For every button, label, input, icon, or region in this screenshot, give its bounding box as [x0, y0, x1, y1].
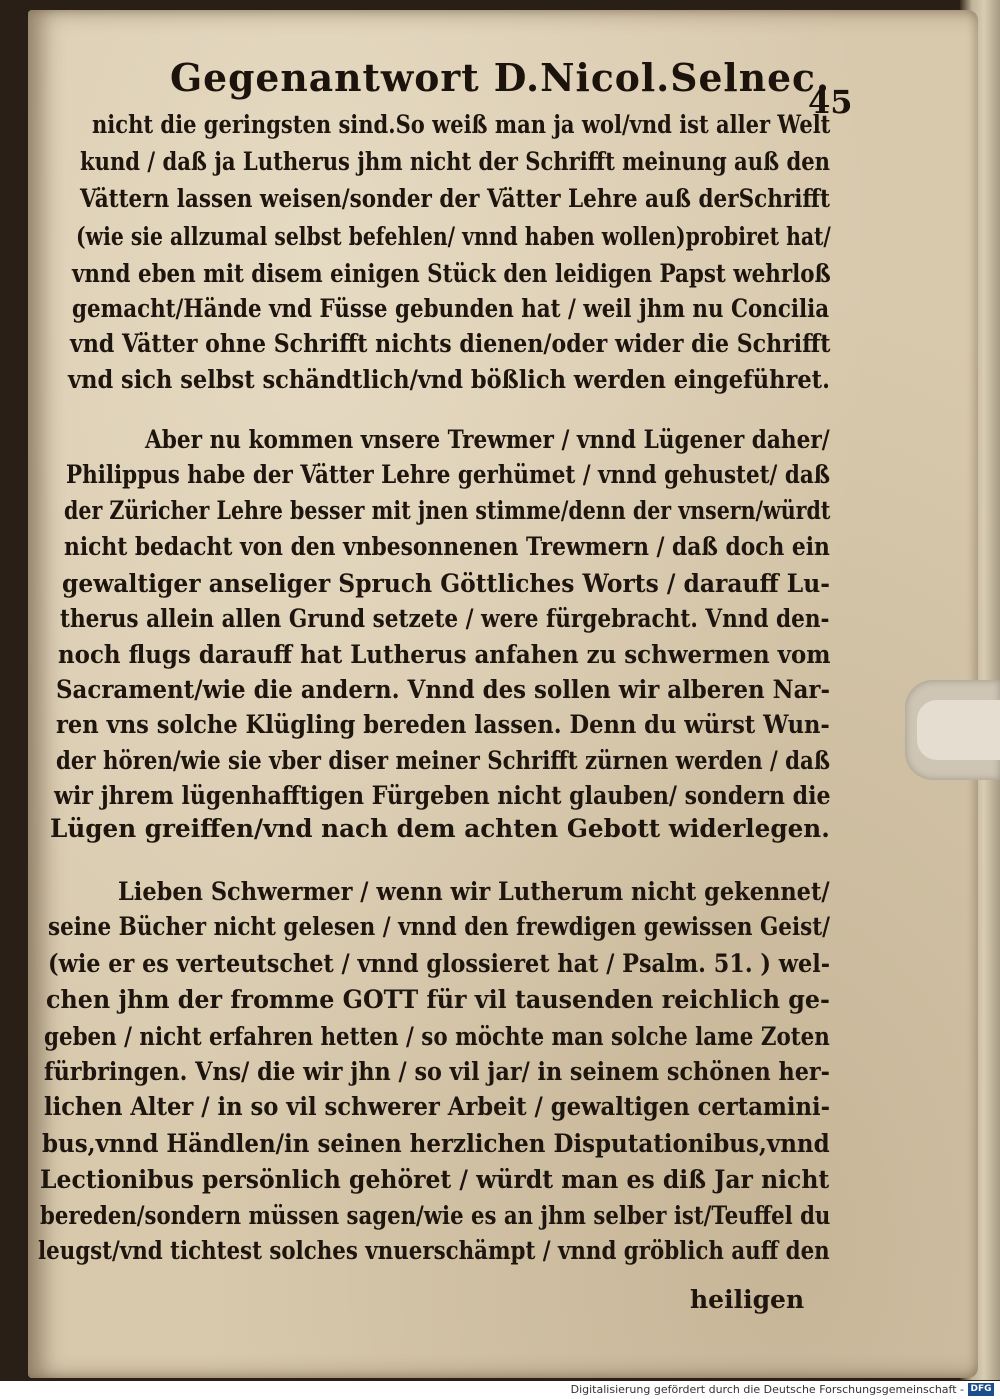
text-line: seine Bücher nicht gelesen / vnnd den frewdigen gewissen Geist/: [48, 912, 830, 941]
text-line: vnnd eben mit disem einigen Stück den leidigen Papst wehrloß: [72, 259, 831, 288]
text-line: gemacht/Hände vnd Füsse gebunden hat / weil jhm nu Concilia: [72, 294, 830, 323]
text-line: vnd sich selbst schändtlich/vnd bößlich werden eingeführet.: [68, 365, 830, 394]
dfg-logo: DFG: [968, 1383, 994, 1396]
text-line: bereden/sondern müssen sagen/wie es an jhm selber ist/Teuffel du: [40, 1201, 831, 1230]
text-line: Lügen greiffen/vnd nach dem achten Gebott widerlegen.: [50, 814, 830, 843]
text-line: Sacrament/wie die andern. Vnnd des sollen wir alberen Nar-: [56, 675, 830, 704]
text-line: vnd Vätter ohne Schrifft nichts dienen/oder wider die Schrifft: [70, 329, 831, 358]
text-line: der Züricher Lehre besser mit jnen stimme/denn der vnsern/würdt: [64, 496, 831, 525]
text-line: (wie sie allzumal selbst befehlen/ vnnd haben wollen)probiret hat/: [76, 222, 831, 251]
catchword: heiligen: [690, 1285, 805, 1314]
page-clip-tab-inner: [917, 700, 1000, 760]
text-line: gewaltiger anseliger Spruch Göttliches Worts / darauff Lu-: [62, 569, 830, 598]
text-line: Lieben Schwermer / wenn wir Lutherum nicht gekennet/: [118, 877, 830, 906]
text-line: leugst/vnd tichtest solches vnuerschämpt / vnnd gröblich auff den: [38, 1236, 830, 1265]
text-line: Lectionibus persönlich gehöret / würdt man es diß Jar nicht: [40, 1165, 830, 1194]
text-line: geben / nicht erfahren hetten / so möchte man solche lame Zoten: [44, 1022, 830, 1051]
text-line: wir jhrem lügenhafftigen Fürgeben nicht glauben/ sondern die: [54, 781, 831, 810]
text-line: bus,vnnd Händlen/in seinen herzlichen Disputationibus,vnnd: [42, 1129, 830, 1158]
text-line: nicht die geringsten sind.So weiß man ja wol/vnd ist aller Welt: [92, 110, 831, 139]
text-line: lichen Alter / in so vil schwerer Arbeit / gewaltigen certamini-: [44, 1092, 831, 1121]
text-line: kund / daß ja Lutherus jhm nicht der Schrifft meinung auß den: [80, 147, 830, 176]
text-line: ren vns solche Klügling bereden lassen. Denn du würst Wun-: [56, 710, 830, 739]
text-line: der hören/wie sie vber diser meiner Schrifft zürnen werden / daß: [56, 746, 830, 775]
text-line: therus allein allen Grund setzete / were fürgebracht. Vnnd den-: [60, 604, 830, 633]
text-line: noch flugs darauff hat Lutherus anfahen zu schwermen vom: [58, 640, 831, 669]
text-line: (wie er es verteutschet / vnnd glossieret hat / Psalm. 51. ) wel-: [48, 949, 830, 978]
text-line: Vättern lassen weisen/sonder der Vätter Lehre auß derSchrifft: [80, 184, 831, 213]
digitization-credit: Digitalisierung gefördert durch die Deutsche Forschungsgemeinschaft -: [570, 1383, 964, 1396]
text-line: Aber nu kommen vnsere Trewmer / vnnd Lügener daher/: [145, 425, 830, 454]
page-number: 45: [808, 83, 853, 121]
text-line: chen jhm der fromme GOTT für vil tausenden reichlich ge-: [46, 985, 830, 1014]
running-title: Gegenantwort D.Nicol.Selnec.: [170, 55, 831, 100]
text-line: Philippus habe der Vätter Lehre gerhümet / vnnd gehustet/ daß: [66, 460, 831, 489]
text-line: fürbringen. Vns/ die wir jhn / so vil jar/ in seinem schönen her-: [44, 1057, 830, 1086]
text-line: nicht bedacht von den vnbesonnenen Trewmern / daß doch ein: [64, 532, 830, 561]
